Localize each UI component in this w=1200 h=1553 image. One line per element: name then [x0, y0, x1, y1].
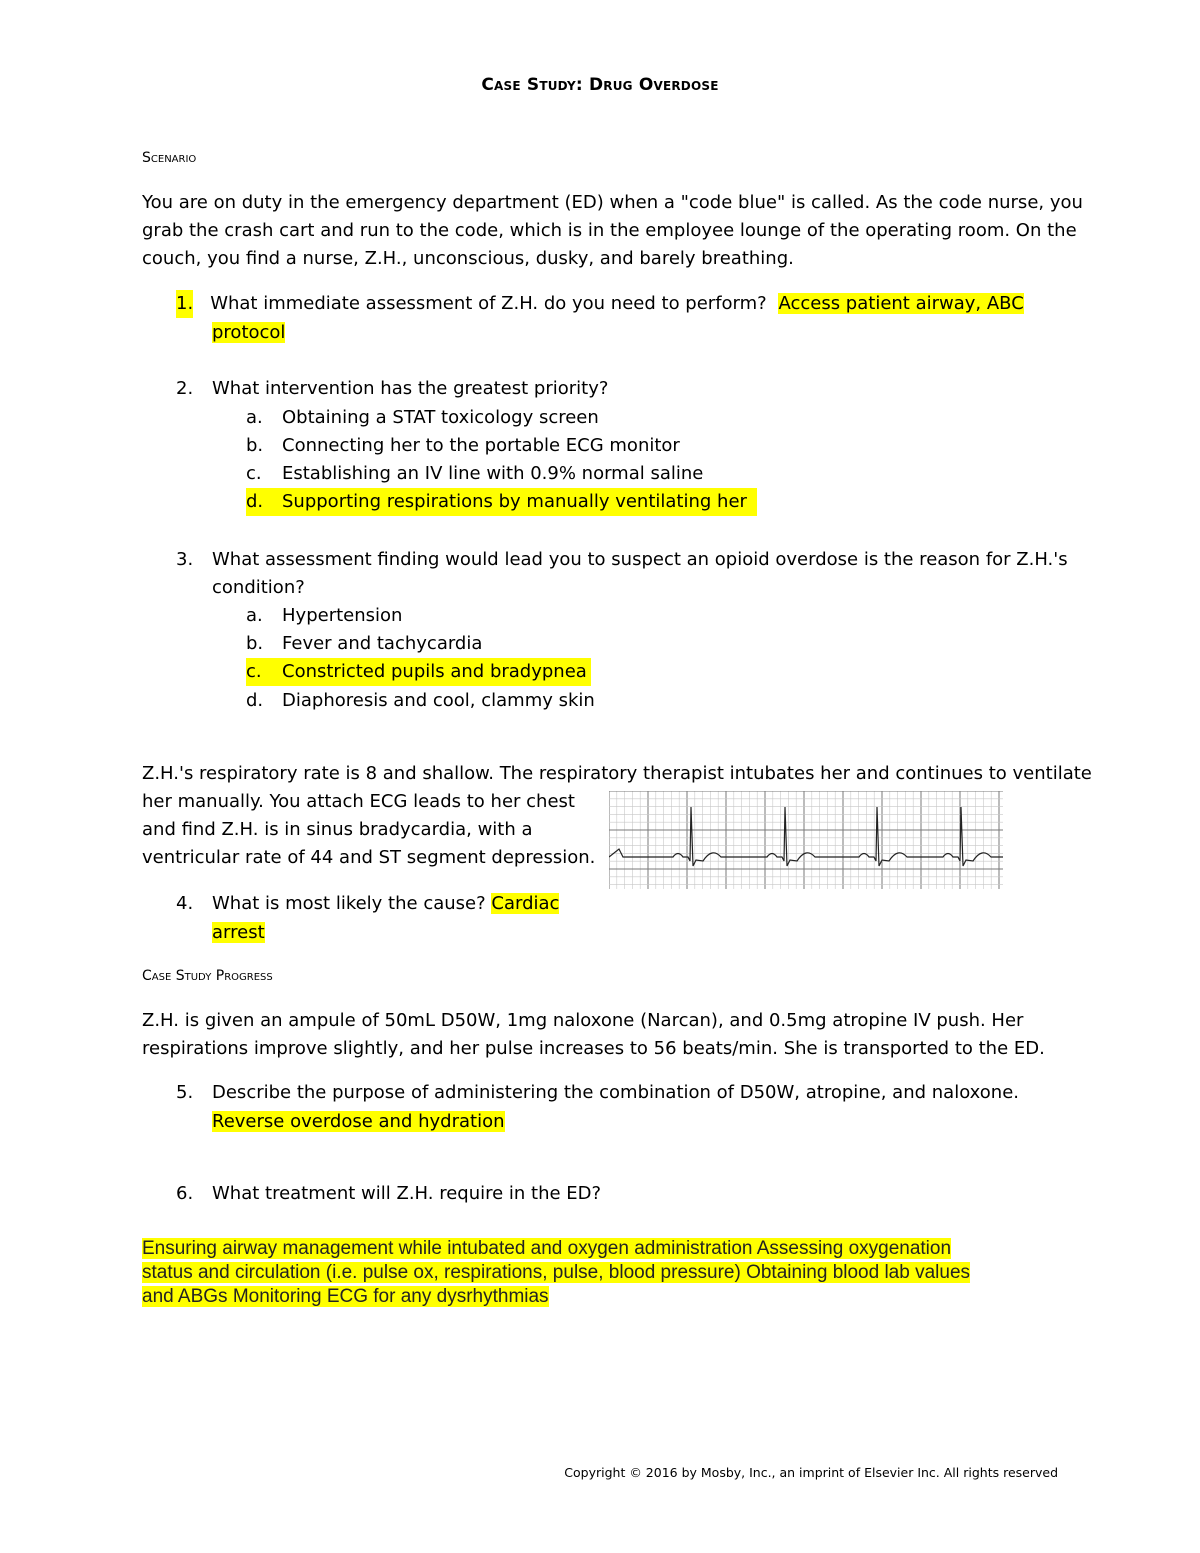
question-3-number: 3.	[176, 549, 194, 570]
q3-option-b-label: b.	[246, 633, 264, 654]
q2-option-a-text: Obtaining a STAT toxicology screen	[282, 407, 599, 428]
q3-option-a	[246, 602, 402, 630]
ecg-strip-image	[609, 791, 1003, 889]
q2-option-d-label: d.	[246, 491, 264, 512]
q3-option-d	[246, 687, 595, 715]
page-title: Case Study: Drug Overdose	[481, 75, 719, 95]
q2-option-c-label: c.	[246, 463, 262, 484]
copyright-footer: Copyright © 2016 by Mosby, Inc., an imprint of Elsevier Inc. All rights reserved	[564, 1465, 1058, 1480]
progress-line-1: Z.H. is given an ampule of 50mL D50W, 1mg naloxone (Narcan), and 0.5mg atropine IV push. Her	[142, 1010, 1024, 1031]
q3-option-d-text: Diaphoresis and cool, clammy skin	[282, 690, 595, 711]
q2-option-a	[246, 404, 599, 432]
question-6	[176, 1180, 601, 1208]
question-5	[176, 1079, 1019, 1107]
para2-line-2: her manually. You attach ECG leads to her chest	[142, 791, 575, 812]
question-6-answer-line-3: and ABGs Monitoring ECG for any dysrhythmias	[142, 1286, 549, 1307]
question-2-text: What intervention has the greatest priority?	[212, 378, 609, 399]
q3-option-a-text: Hypertension	[282, 605, 403, 626]
question-2	[176, 375, 608, 403]
question-6-answer-line-3-wrap	[142, 1285, 549, 1309]
ecg-grid	[609, 791, 1003, 889]
q3-option-b	[246, 630, 482, 658]
question-1-answer-line-2-wrap	[212, 319, 285, 347]
question-4-text: What is most likely the cause?	[212, 893, 486, 914]
question-4-answer-line-1: Cardiac	[491, 893, 560, 914]
q3-option-c-text: Constricted pupils and bradypnea	[282, 661, 587, 682]
scenario-line-2: grab the crash cart and run to the code, which is in the employee lounge of the operating room. On the	[142, 220, 1077, 241]
question-6-answer-line-1-wrap	[142, 1237, 951, 1261]
question-1-answer-line-2: protocol	[212, 322, 286, 343]
scenario-line-3: couch, you find a nurse, Z.H., unconscious, dusky, and barely breathing.	[142, 248, 794, 269]
question-2-number: 2.	[176, 378, 194, 399]
q3-option-c-selected	[246, 658, 591, 686]
question-5-number: 5.	[176, 1082, 194, 1103]
question-6-answer-line-1: Ensuring airway management while intubated and oxygen administration Assessing oxygenation	[142, 1238, 952, 1259]
question-3-text-line-2: condition?	[212, 577, 305, 598]
question-1-text: What immediate assessment of Z.H. do you need to perform?	[210, 293, 767, 314]
question-3	[176, 546, 1068, 574]
q3-option-b-text: Fever and tachycardia	[282, 633, 483, 654]
q2-option-c-text: Establishing an IV line with 0.9% normal saline	[282, 463, 704, 484]
question-6-number: 6.	[176, 1183, 194, 1204]
q3-option-d-label: d.	[246, 690, 264, 711]
q3-option-c-label: c.	[246, 661, 262, 682]
q2-option-b-label: b.	[246, 435, 264, 456]
scenario-heading: Scenario	[142, 150, 197, 166]
question-3-text-line-1: What assessment finding would lead you to suspect an opioid overdose is the reason for Z.H.'s	[212, 549, 1068, 570]
question-5-text: Describe the purpose of administering the combination of D50W, atropine, and naloxone.	[212, 1082, 1019, 1103]
question-5-answer-wrap	[212, 1108, 505, 1136]
question-4-answer-line-2-wrap	[212, 919, 265, 947]
q2-option-b	[246, 432, 680, 460]
ecg-trace	[609, 807, 1003, 866]
question-5-answer: Reverse overdose and hydration	[212, 1111, 505, 1132]
progress-heading: Case Study Progress	[142, 968, 273, 984]
scenario-line-1: You are on duty in the emergency department (ED) when a "code blue" is called. As the code nurse, you	[142, 192, 1083, 213]
question-1	[176, 290, 1024, 318]
q2-option-a-label: a.	[246, 407, 263, 428]
question-4	[176, 890, 559, 918]
progress-line-2: respirations improve slightly, and her pulse increases to 56 beats/min. She is transported to the ED.	[142, 1038, 1045, 1059]
para2-line-1: Z.H.'s respiratory rate is 8 and shallow. The respiratory therapist intubates her and continues to ventilate	[142, 763, 1092, 784]
para2-line-4: ventricular rate of 44 and ST segment depression.	[142, 847, 596, 868]
q2-option-d-text: Supporting respirations by manually ventilating her	[282, 491, 747, 512]
q2-option-c	[246, 460, 703, 488]
question-4-number: 4.	[176, 893, 194, 914]
question-1-number: 1.	[176, 290, 193, 318]
para2-line-3: and find Z.H. is in sinus bradycardia, with a	[142, 819, 533, 840]
question-1-answer-line-1: Access patient airway, ABC	[778, 293, 1024, 314]
question-4-answer-line-2: arrest	[212, 922, 265, 943]
question-6-text: What treatment will Z.H. require in the ED?	[212, 1183, 602, 1204]
q2-option-d-selected	[246, 488, 757, 516]
question-6-answer-line-2-wrap	[142, 1261, 970, 1285]
q2-option-b-text: Connecting her to the portable ECG monitor	[282, 435, 680, 456]
question-6-answer-line-2: status and circulation (i.e. pulse ox, respirations, pulse, blood pressure) Obtaining blood lab values	[142, 1262, 971, 1283]
q3-option-a-label: a.	[246, 605, 263, 626]
